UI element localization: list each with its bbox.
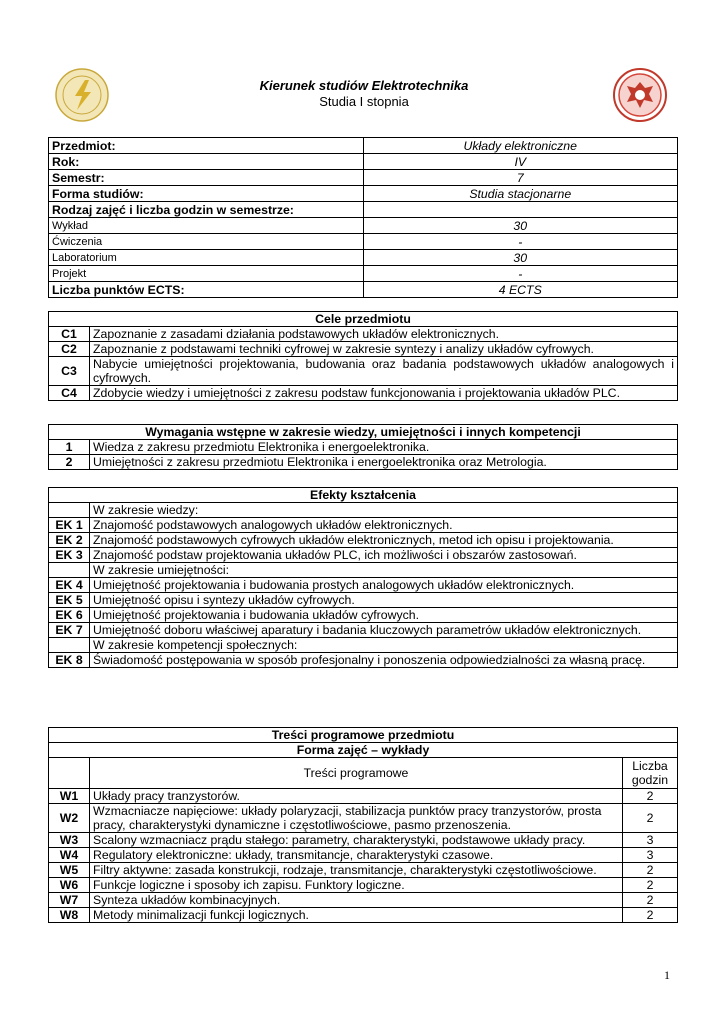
semester-value: 7: [363, 170, 678, 186]
table-row: EK 5 Umiejętność opisu i syntezy układów cyfrowych.: [49, 593, 678, 608]
table-row: EK 4 Umiejętność projektowania i budowania prostych analogowych układów elektronicznych.: [49, 578, 678, 593]
table-row: W2 Wzmacniacze napięciowe: układy polaryzacji, stabilizacja punktów pracy tranzystorów, prosta pracy, charakterystyki dynamiczne i częstotliwościowe, pasmo przenoszenia. 2: [49, 804, 678, 833]
prerequisites-table: [48, 424, 678, 470]
table-row: EK 6 Umiejętność projektowania i budowania układów cyfrowych.: [49, 608, 678, 623]
program-content-table: [48, 727, 678, 923]
learning-outcomes-table: [48, 487, 678, 668]
project-hours: -: [363, 266, 678, 282]
subject-label: Przedmiot:: [49, 138, 364, 154]
lecture-hours: 30: [363, 218, 678, 234]
page-number: 1: [664, 968, 670, 982]
table-row: W1 Układy pracy tranzystorów. 2: [49, 789, 678, 804]
table-row: W8 Metody minimalizacji funkcji logicznych. 2: [49, 908, 678, 923]
project-label: Projekt: [49, 266, 364, 282]
year-label: Rok:: [49, 154, 364, 170]
knowledge-header: W zakresie wiedzy:: [90, 503, 678, 518]
table-row: W3 Scalony wzmacniacz prądu stałego: parametry, charakterystyki, podstawowe układy pracy. 3: [49, 833, 678, 848]
table-row: C2 Zapoznanie z podstawami techniki cyfrowej w zakresie syntezy i analizy układów cyfrowych.: [49, 342, 678, 357]
table-row: EK 7 Umiejętność doboru właściwej aparatury i badania kluczowych parametrów układów elektronicznych.: [49, 623, 678, 638]
table-row: W4 Regulatory elektroniczne: układy, transmitancje, charakterystyki czasowe. 3: [49, 848, 678, 863]
course-info-table: [48, 137, 678, 298]
table-row: 1 Wiedza z zakresu przedmiotu Elektronika i energoelektronika.: [49, 440, 678, 455]
goals-table: [48, 311, 678, 401]
program-subtitle: Forma zajęć – wykłady: [49, 743, 678, 758]
exercises-hours: -: [363, 234, 678, 250]
subject-value: Układy elektroniczne: [363, 138, 678, 154]
goals-title: Cele przedmiotu: [49, 312, 678, 327]
table-row: W5 Filtry aktywne: zasada konstrukcji, rodzaje, transmitancje, charakterystyki częstotliwościowe. 2: [49, 863, 678, 878]
ects-label: Liczba punktów ECTS:: [49, 282, 364, 298]
laboratory-hours: 30: [363, 250, 678, 266]
table-row: C4 Zdobycie wiedzy i umiejętności z zakresu podstaw funkcjonowania i projektowania układów PLC.: [49, 386, 678, 401]
lecture-label: Wykład: [49, 218, 364, 234]
table-row: EK 1 Znajomość podstawowych analogowych układów elektronicznych.: [49, 518, 678, 533]
table-row: EK 3 Znajomość podstaw projektowania układów PLC, ich możliwości i obszarów zastosowań.: [49, 548, 678, 563]
ects-value: 4 ECTS: [363, 282, 678, 298]
table-row: 2 Umiejętności z zakresu przedmiotu Elektronika i energoelektronika oraz Metrologia.: [49, 455, 678, 470]
study-form-value: Studia stacjonarne: [363, 186, 678, 202]
laboratory-label: Laboratorium: [49, 250, 364, 266]
prerequisites-title: Wymagania wstępne w zakresie wiedzy, umiejętności i innych kompetencji: [49, 425, 678, 440]
content-column-header: Treści programowe: [90, 758, 623, 789]
year-value: IV: [363, 154, 678, 170]
social-header: W zakresie kompetencji społecznych:: [90, 638, 678, 653]
faculty-title: Kierunek studiów Elektrotechnika: [259, 78, 469, 93]
outcomes-title: Efekty kształcenia: [49, 488, 678, 503]
page-header: [50, 62, 678, 124]
exercises-label: Ćwiczenia: [49, 234, 364, 250]
table-row: C1 Zapoznanie z zasadami działania podstawowych układów elektronicznych.: [49, 327, 678, 342]
table-row: W6 Funkcje logiczne i sposoby ich zapisu. Funktory logiczne. 2: [49, 878, 678, 893]
hours-column-header: Liczba godzin: [623, 758, 678, 789]
eagle-emblem-logo: [613, 68, 667, 122]
table-row: C3 Nabycie umiejętności projektowania, budowania oraz badania podstawowych układów analogowych i cyfrowych.: [49, 357, 678, 386]
study-level: Studia I stopnia: [319, 94, 409, 109]
skills-header: W zakresie umiejętności:: [90, 563, 678, 578]
hours-label: Rodzaj zajęć i liczba godzin w semestrze:: [49, 202, 364, 218]
program-title: Treści programowe przedmiotu: [49, 728, 678, 743]
semester-label: Semestr:: [49, 170, 364, 186]
table-row: EK 2 Znajomość podstawowych cyfrowych układów elektronicznych, metod ich opisu i projektowania.: [49, 533, 678, 548]
table-row: W7 Synteza układów kombinacyjnych. 2: [49, 893, 678, 908]
table-row: EK 8 Świadomość postępowania w sposób profesjonalny i ponoszenia odpowiedzialności za własną pracę.: [49, 653, 678, 668]
study-form-label: Forma studiów:: [49, 186, 364, 202]
